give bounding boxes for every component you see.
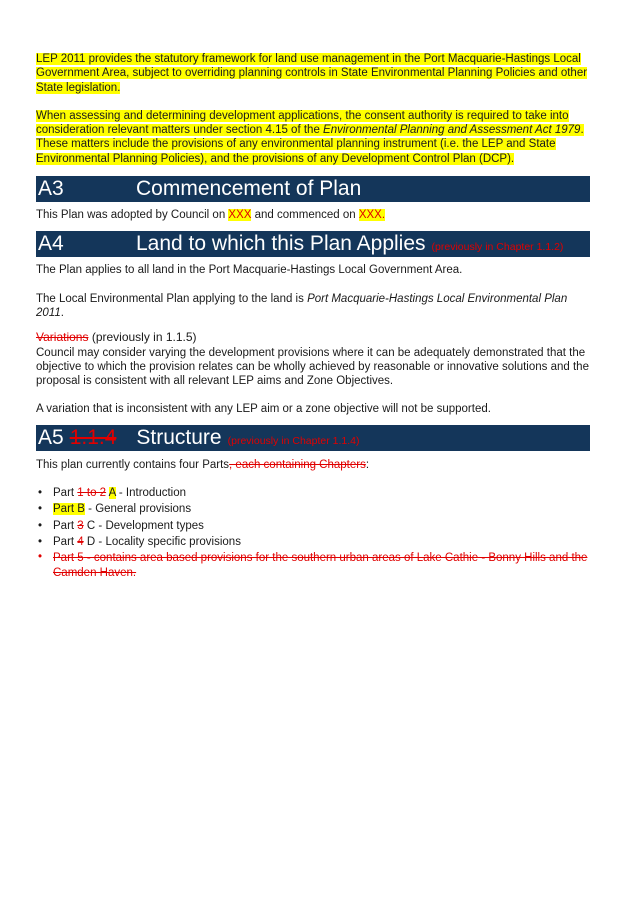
list-item: • Part B - General provisions [36,501,590,517]
section-a4-heading [36,231,590,257]
intro-paragraph-2-highlight: When assessing and determining development applications, the consent authority is required to take into consideration relevant matters under section 4.15 of the Environmental Planning and Assessment Act 1979. These matters include the provisions of any environmental planning instrument (i.e. the LEP and State Environmental Planning Policies), and the provisions of any Development Control Plan (DCP). [36,109,584,165]
list-item: • Part 3 C - Development types [36,518,590,534]
commenced-date-placeholder: XXX. [358,209,386,222]
section-a5-heading [36,425,590,451]
deleted-list-item: • Part 5 - contains area based provisions for the southern urban areas of Lake Cathie - Bonny Hills and the Camden Haven. [36,550,590,580]
a4-paragraph-3: Council may consider varying the development provisions where it can be adequately demonstrated that the objective to which the provision relates can be wholly achieved by reasonable or innovative solutions and the proposal is consistent with all relevant LEP aims and Zone Objectives. [36,346,589,388]
section-a4-note: (previously in Chapter 1.1.2) [431,241,564,254]
parts-list [36,485,590,580]
list-item: • Part 1 to 2 A - Introduction [36,485,590,501]
section-a3-title: Commencement of Plan [136,177,362,201]
a4-paragraph-4: A variation that is inconsistent with any LEP aim or a zone objective will not be supported. [36,403,491,416]
section-a5-note: (previously in Chapter 1.1.4) [227,434,360,447]
a4-paragraph-1: The Plan applies to all land in the Port Macquarie-Hastings Local Government Area. [36,264,463,277]
section-a5-title: Structure [136,425,222,449]
intro-paragraph-2 [36,109,590,166]
variations-heading: Variations (previously in 1.1.5) [36,330,197,345]
adopted-date-placeholder: XXX [228,209,252,222]
section-a4-number: A4 [38,232,64,256]
section-a3-number: A3 [38,177,64,201]
section-a3-heading [36,176,590,202]
a3-adoption-text: This Plan was adopted by Council on XXX and commenced on XXX. [36,209,386,222]
section-a4-title: Land to which this Plan Applies [136,232,426,256]
section-a5-number: A5 [38,425,64,449]
list-item: • Part 4 D - Locality specific provisions [36,534,590,550]
section-a5-deleted-number: 1.1.4 [69,425,117,449]
document-page [36,52,590,580]
a4-paragraph-2: The Local Environmental Plan applying to the land is Port Macquarie-Hastings Local Environmental Plan 2011. [36,292,568,319]
intro-paragraph-1: LEP 2011 provides the statutory framework for land use management in the Port Macquarie-Hastings Local Government Area, subject to overriding planning controls in State Environmental Planning Policies and other State legislation. [36,53,588,94]
a5-intro: This plan currently contains four Parts, each containing Chapters: [36,458,370,471]
